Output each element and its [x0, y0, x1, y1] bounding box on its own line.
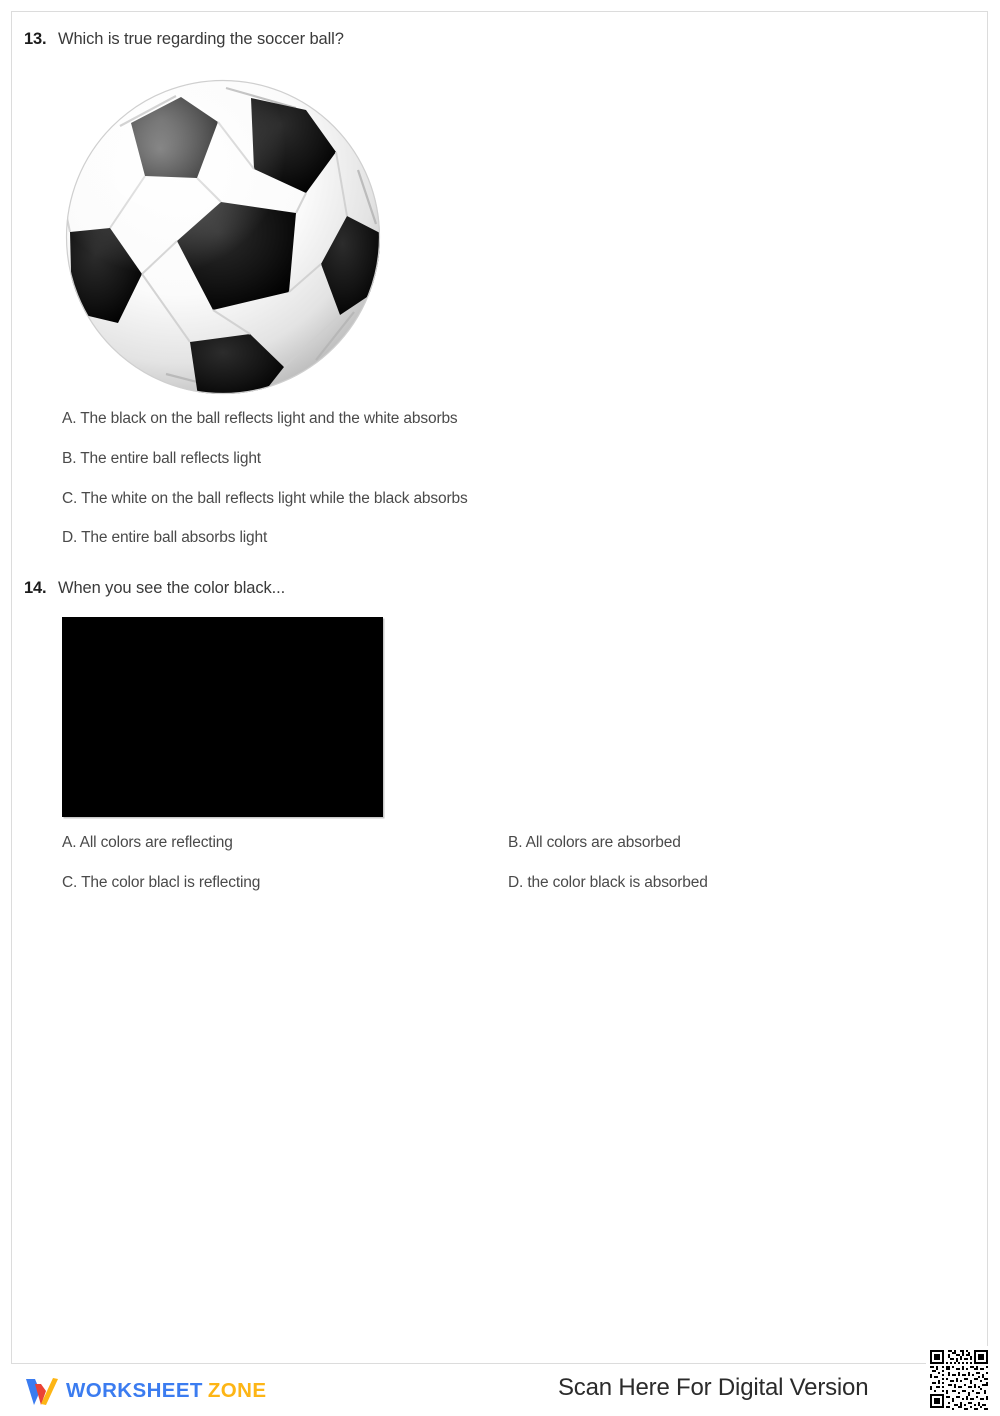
question-14-header [24, 579, 964, 598]
worksheet-zone-logo[interactable] [22, 1370, 266, 1412]
question-14-prompt: When you see the color black... [58, 579, 286, 597]
worksheet-zone-mark-icon [22, 1371, 62, 1411]
question-13-option-a[interactable]: A. The black on the ball reflects light and the white absorbs [62, 410, 458, 427]
question-14-option-d[interactable]: D. the color black is absorbed [508, 874, 708, 891]
question-13 [24, 30, 964, 49]
question-13-header [24, 30, 964, 49]
question-14-option-a[interactable]: A. All colors are reflecting [62, 834, 233, 851]
question-14-option-c[interactable]: C. The color blacl is reflecting [62, 874, 261, 891]
wordmark-zone: ZONE [207, 1379, 267, 1402]
question-13-number: 13. [24, 30, 47, 48]
question-14 [24, 579, 964, 598]
question-13-option-d[interactable]: D. The entire ball absorbs light [62, 529, 268, 546]
page-footer [0, 1366, 1000, 1414]
question-14-number: 14. [24, 579, 47, 597]
black-color-swatch [62, 617, 383, 817]
question-13-prompt: Which is true regarding the soccer ball? [58, 30, 344, 48]
qr-code-icon[interactable] [926, 1346, 992, 1412]
question-13-option-b[interactable]: B. The entire ball reflects light [62, 450, 261, 467]
soccer-ball-image [58, 74, 388, 399]
scan-here-label: Scan Here For Digital Version [558, 1374, 869, 1401]
question-14-option-b[interactable]: B. All colors are absorbed [508, 834, 681, 851]
wordmark-worksheet: WORKSHEET [66, 1379, 203, 1402]
question-13-option-c[interactable]: C. The white on the ball reflects light while the black absorbs [62, 490, 468, 507]
worksheet-zone-wordmark [66, 1379, 266, 1403]
